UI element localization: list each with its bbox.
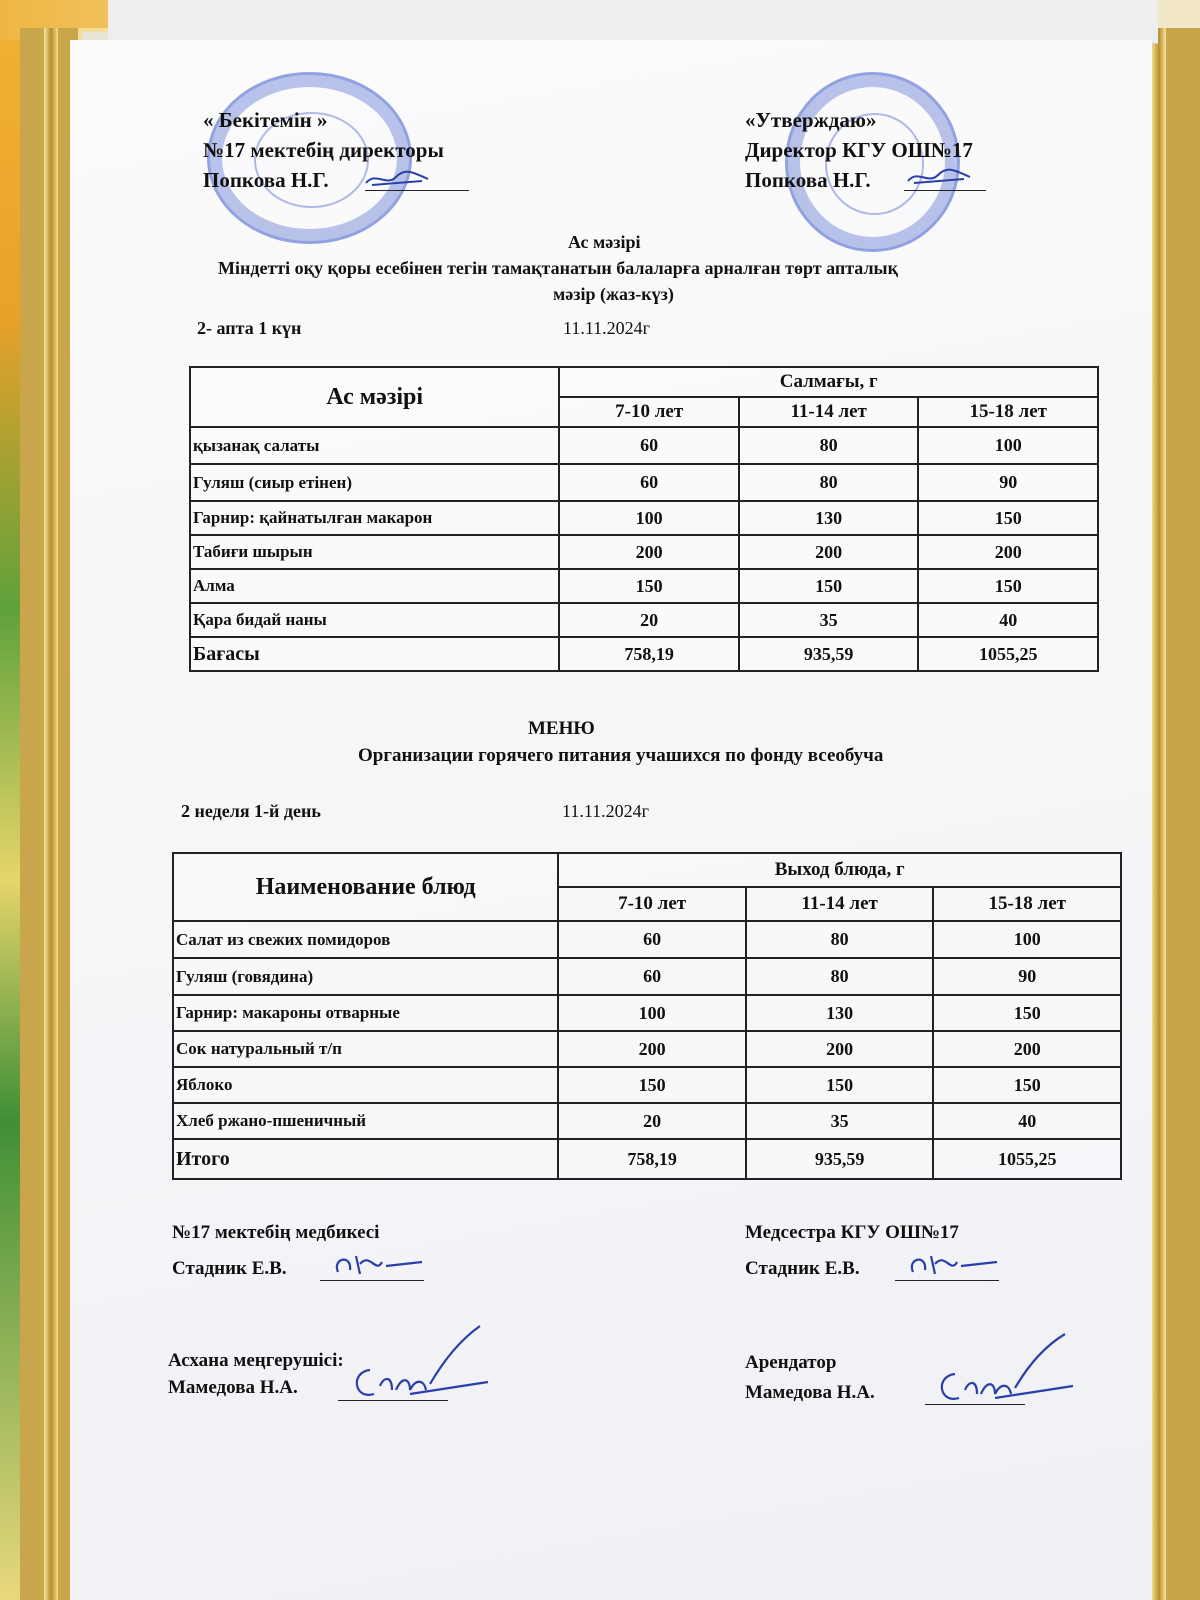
kz-date: 11.11.2024г [563,318,651,338]
total-price: 935,59 [746,1139,934,1179]
ru-col-name-header: Наименование блюд [173,853,558,921]
table-row [190,535,1098,569]
dish-name: Хлеб ржано-пшеничный [173,1103,558,1139]
ru-date: 11.11.2024г [562,801,650,821]
total-price: 758,19 [559,637,738,671]
dish-weight: 150 [918,501,1098,535]
signature-canteen-kz [340,1320,490,1415]
dish-weight: 100 [918,427,1098,464]
dish-name: Қара бидай наны [190,603,559,637]
kz-age-header: 7-10 лет [559,397,738,427]
kz-col-name-header: Ас мәзірі [190,367,559,427]
dish-weight: 80 [739,464,919,501]
dish-weight: 150 [559,569,738,603]
dish-weight: 40 [918,603,1098,637]
signature-nurse-kz [330,1248,430,1282]
dish-weight: 35 [739,603,919,637]
total-row [173,1139,1121,1179]
approval-ru-line3: Попкова Н.Г. [745,168,871,192]
ru-col-group-header: Выход блюда, г [558,853,1121,887]
dish-weight: 60 [559,464,738,501]
dish-weight: 60 [558,958,746,995]
dish-weight: 200 [918,535,1098,569]
canteen-kz-name: Мамедова Н.А. [168,1377,298,1398]
kz-col-group-header: Салмағы, г [559,367,1098,397]
dish-weight: 200 [739,535,919,569]
ru-menu-title: МЕНЮ [528,718,595,739]
ru-age-header: 15-18 лет [933,887,1121,921]
dish-name: Сок натуральный т/п [173,1031,558,1067]
approval-kz-line1: « Бекітемін » [203,108,328,132]
approval-kz-line2: №17 мектебің директоры [203,138,444,162]
frame-edge-left [44,28,58,1600]
total-label: Итого [173,1139,558,1179]
table-row [190,464,1098,501]
signature-canteen-ru [925,1330,1075,1415]
dish-weight: 200 [558,1031,746,1067]
signature-director-kz [362,165,432,193]
ru-menu-table [172,852,1122,1180]
ru-week-day: 2 неделя 1-й день [181,801,321,821]
dish-name: Табиғи шырын [190,535,559,569]
dish-weight: 80 [746,958,934,995]
dish-name: қызанақ салаты [190,427,559,464]
table-row [173,995,1121,1031]
dish-weight: 130 [739,501,919,535]
dish-weight: 200 [746,1031,934,1067]
dish-weight: 150 [933,1067,1121,1103]
canteen-ru-role: Арендатор [745,1352,837,1373]
canteen-kz-role: Асхана меңгерушісі: [168,1350,344,1371]
table-row [190,603,1098,637]
dish-name: Гарнир: қайнатылған макарон [190,501,559,535]
kz-age-header: 15-18 лет [918,397,1098,427]
dish-weight: 150 [933,995,1121,1031]
dish-weight: 90 [933,958,1121,995]
dish-weight: 100 [559,501,738,535]
signature-director-ru [904,163,974,191]
dish-weight: 35 [746,1103,934,1139]
ru-menu-subtitle: Организации горячего питания учашихся по фонду всеобуча [358,745,884,766]
kz-menu-subtitle1: Міндетті оқу қоры есебінен тегін тамақтанатын балаларға арналған төрт апталық [218,258,898,278]
dish-name: Гуляш (сиыр етінен) [190,464,559,501]
table-row [173,1103,1121,1139]
total-row [190,637,1098,671]
dish-weight: 80 [739,427,919,464]
table-row [190,427,1098,464]
total-price: 758,19 [558,1139,746,1179]
table-row [173,958,1121,995]
approval-kz-line3: Попкова Н.Г. [203,168,329,192]
dish-weight: 80 [746,921,934,958]
nurse-kz-name: Стадник Е.В. [172,1258,287,1279]
signature-nurse-ru [905,1248,1005,1282]
dish-weight: 90 [918,464,1098,501]
approval-ru-line1: «Утверждаю» [745,108,877,132]
dish-weight: 100 [558,995,746,1031]
dish-name: Гуляш (говядина) [173,958,558,995]
table-row [173,1031,1121,1067]
dish-weight: 130 [746,995,934,1031]
dish-weight: 100 [933,921,1121,958]
total-price: 1055,25 [933,1139,1121,1179]
dish-weight: 150 [918,569,1098,603]
dish-name: Яблоко [173,1067,558,1103]
table-row [190,569,1098,603]
dish-weight: 60 [559,427,738,464]
total-label: Бағасы [190,637,559,671]
ru-age-header: 7-10 лет [558,887,746,921]
kz-age-header: 11-14 лет [739,397,919,427]
nurse-ru-role: Медсестра КГУ ОШ№17 [745,1222,959,1243]
total-price: 1055,25 [918,637,1098,671]
nurse-kz-role: №17 мектебің медбикесі [172,1222,380,1243]
table-row [173,1067,1121,1103]
dish-weight: 200 [933,1031,1121,1067]
ru-age-header: 11-14 лет [746,887,934,921]
dish-weight: 150 [558,1067,746,1103]
dish-name: Гарнир: макароны отварные [173,995,558,1031]
dish-name: Салат из свежих помидоров [173,921,558,958]
dish-weight: 150 [746,1067,934,1103]
table-row [173,921,1121,958]
dish-weight: 20 [559,603,738,637]
dish-weight: 150 [739,569,919,603]
kz-menu-subtitle2: мәзір (жаз-күз) [553,284,674,304]
nurse-ru-name: Стадник Е.В. [745,1258,860,1279]
table-row [190,501,1098,535]
total-price: 935,59 [739,637,919,671]
dish-weight: 200 [559,535,738,569]
paper-top-edge [108,0,1158,44]
canteen-ru-name: Мамедова Н.А. [745,1382,875,1403]
kz-menu-title: Ас мәзірі [568,232,641,252]
kz-menu-table [189,366,1099,672]
approval-ru-line2: Директор КГУ ОШ№17 [745,138,973,162]
dish-weight: 20 [558,1103,746,1139]
dish-name: Алма [190,569,559,603]
dish-weight: 60 [558,921,746,958]
dish-weight: 40 [933,1103,1121,1139]
frame-edge-right [1152,28,1166,1600]
kz-week-day: 2- апта 1 күн [197,318,302,338]
